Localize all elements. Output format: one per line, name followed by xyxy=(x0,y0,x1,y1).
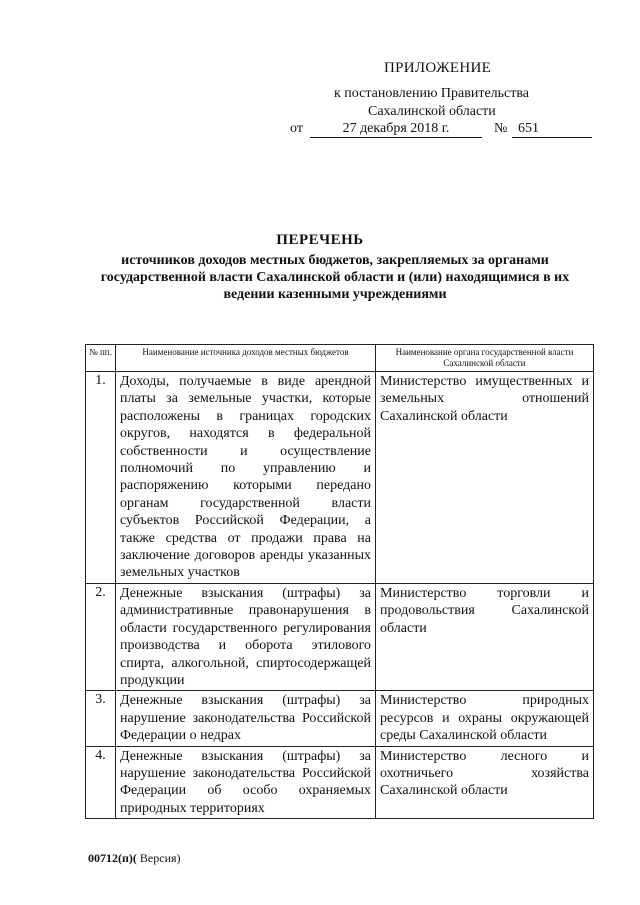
row-authority: Министерство торговли и продовольствия Сахалинской области xyxy=(376,583,594,690)
header-number: № пп. xyxy=(86,345,116,372)
row-number: 2. xyxy=(86,583,116,690)
row-authority: Министерство природных ресурсов и охраны окружающей среды Сахалинской области xyxy=(376,691,594,746)
document-number: 651 xyxy=(512,121,592,138)
header-authority: Наименование органа государственной власти Сахалинской области xyxy=(376,345,594,372)
row-number: 3. xyxy=(86,691,116,746)
sources-table xyxy=(85,344,594,819)
row-authority: Министерство лесного и охотничьего хозяйства Сахалинской области xyxy=(376,746,594,819)
row-source: Денежные взыскания (штрафы) за нарушение законодательства Российской Федерации об особо охраняемых природных территориях xyxy=(116,746,376,819)
table-row xyxy=(86,583,594,690)
appendix-line-2: Сахалинской области xyxy=(368,104,496,119)
row-number: 4. xyxy=(86,746,116,819)
header-source: Наименование источника доходов местных бюджетов xyxy=(116,345,376,372)
document-subtitle: источников доходов местных бюджетов, закрепляемых за органами государственной власти Сахалинской области и (или) находящимися в их ведении казенными учреждениями xyxy=(100,253,570,302)
footer-doc-code: 00712(п)( xyxy=(88,851,137,865)
row-number: 1. xyxy=(86,372,116,584)
row-authority: Министерство имущественных и земельных отношений Сахалинской области xyxy=(376,372,594,584)
document-title: ПЕРЕЧЕНЬ xyxy=(276,232,364,248)
row-source: Доходы, получаемые в виде арендной платы за земельные участки, которые расположены в границах городских округов, находятся в федеральной собственности и осуществление полномочий по управлению и распоряжению которыми передано органам государственной власти субъектов Российской Федерации, а также средства от продажи права на заключение договоров аренды указанных земельных участков xyxy=(116,372,376,584)
from-label: от xyxy=(290,121,303,136)
table-header-row xyxy=(86,345,594,372)
table-row xyxy=(86,372,594,584)
appendix-line-1: к постановлению Правительства xyxy=(334,86,530,101)
appendix-title: ПРИЛОЖЕНИЕ xyxy=(384,60,492,76)
table-row xyxy=(86,746,594,819)
footer-code xyxy=(88,851,181,866)
document-date: 27 декабря 2018 г. xyxy=(310,121,482,138)
row-source: Денежные взыскания (штрафы) за административные правонарушения в области государственного регулирования производства и оборота этилового спирта, алкогольной, спиртосодержащей продукции xyxy=(116,583,376,690)
row-source: Денежные взыскания (штрафы) за нарушение законодательства Российской Федерации о недрах xyxy=(116,691,376,746)
footer-version: Версия) xyxy=(136,851,181,865)
table-row xyxy=(86,691,594,746)
number-label: № xyxy=(494,121,508,136)
